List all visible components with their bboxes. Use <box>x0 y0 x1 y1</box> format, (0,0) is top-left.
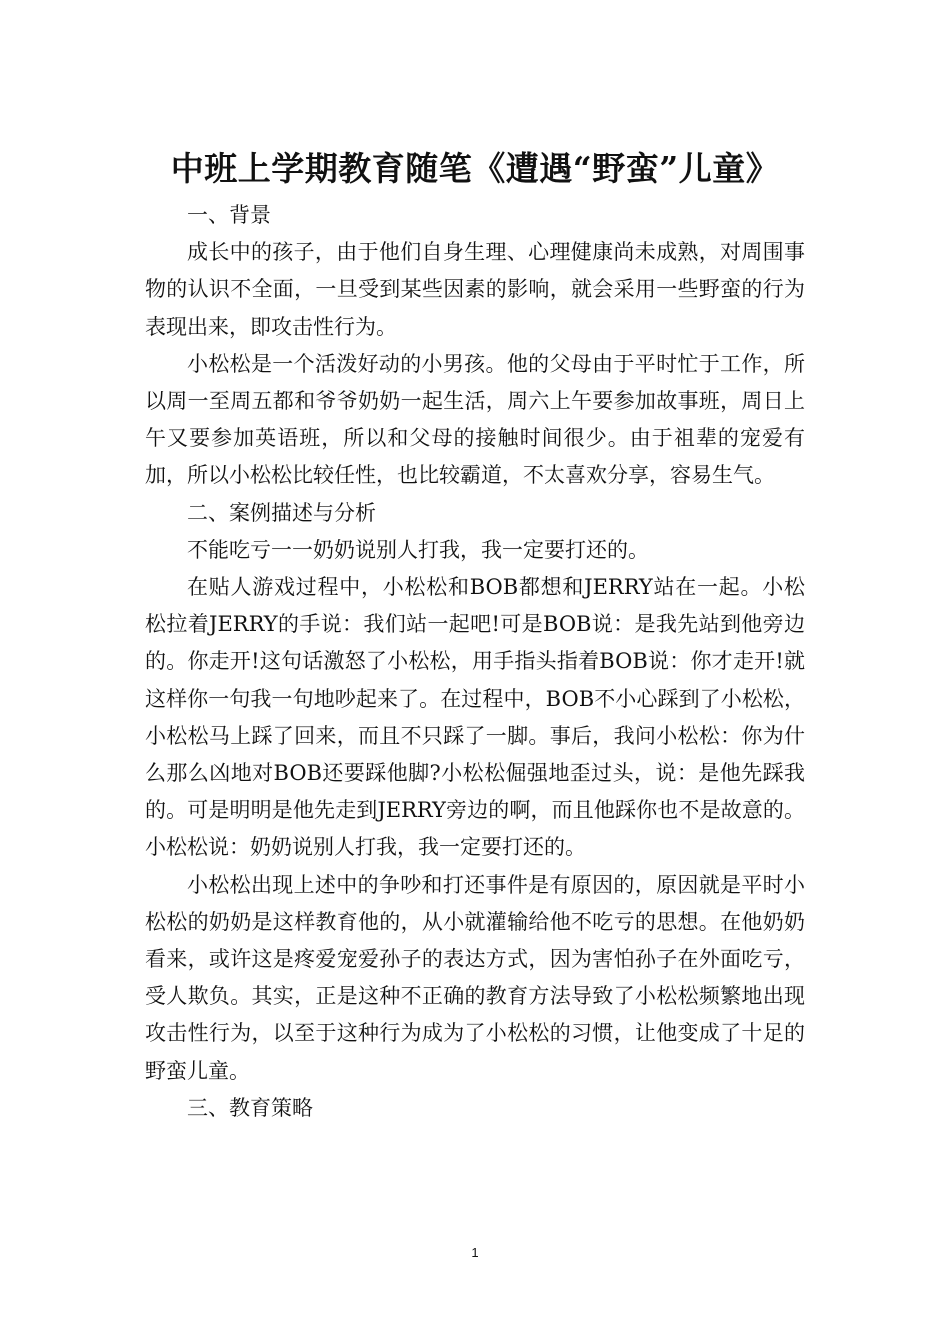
page-number: 1 <box>471 1245 479 1260</box>
document-body <box>145 197 805 1127</box>
paragraph-case-analysis: 小松松出现上述中的争吵和打还事件是有原因的，原因就是平时小松松的奶奶是这样教育他的，从小就灌输给他不吃亏的思想。在他奶奶看来，或许这是疼爱宠爱孙子的表达方式，因为害怕孙子在外面吃亏，受人欺负。其实，正是这种不正确的教育方法导致了小松松频繁地出现攻击性行为，以至于这种行为成为了小松松的习惯，让他变成了十足的野蛮儿童。 <box>145 872 805 1083</box>
paragraph-background-2: 小松松是一个活泼好动的小男孩。他的父母由于平时忙于工作，所以周一至周五都和爷爷奶奶一起生活，周六上午要参加故事班，周日上午又要参加英语班，所以和父母的接触时间很少。由于祖辈的宠爱有加，所以小松松比较任性，也比较霸道，不太喜欢分享，容易生气。 <box>145 351 805 488</box>
document-title: 中班上学期教育随笔《遭遇“野蛮”儿童》 <box>170 149 780 189</box>
paragraph-case-subtitle: 不能吃亏一一奶奶说别人打我，我一定要打还的。 <box>187 537 649 562</box>
section-heading-background: 一、背景 <box>187 203 271 227</box>
section-heading-strategy: 三、教育策略 <box>187 1095 313 1120</box>
paragraph-background-1: 成长中的孩子，由于他们自身生理、心理健康尚未成熟，对周围事物的认识不全面，一旦受到某些因素的影响，就会采用一些野蛮的行为表现出来，即攻击性行为。 <box>145 240 805 339</box>
section-heading-case: 二、案例描述与分析 <box>187 500 376 525</box>
paragraph-case-description: 在贴人游戏过程中，小松松和BOB都想和JERRY站在一起。小松松拉着JERRY的手说：我们站一起吧!可是BOB说：是我先站到他旁边的。你走开!这句话激怒了小松松，用手指头指着BOB说：你才走开!就这样你一句我一句地吵起来了。在过程中，BOB不小心踩到了小松松，小松松马上踩了回来，而且不只踩了一脚。事后，我问小松松：你为什么那么凶地对BOB还要踩他脚?小松松倔强地歪过头，说：是他先踩我的。可是明明是他先走到JERRY旁边的啊，而且他踩你也不是故意的。小松松说：奶奶说别人打我，我一定要打还的。 <box>145 575 805 860</box>
